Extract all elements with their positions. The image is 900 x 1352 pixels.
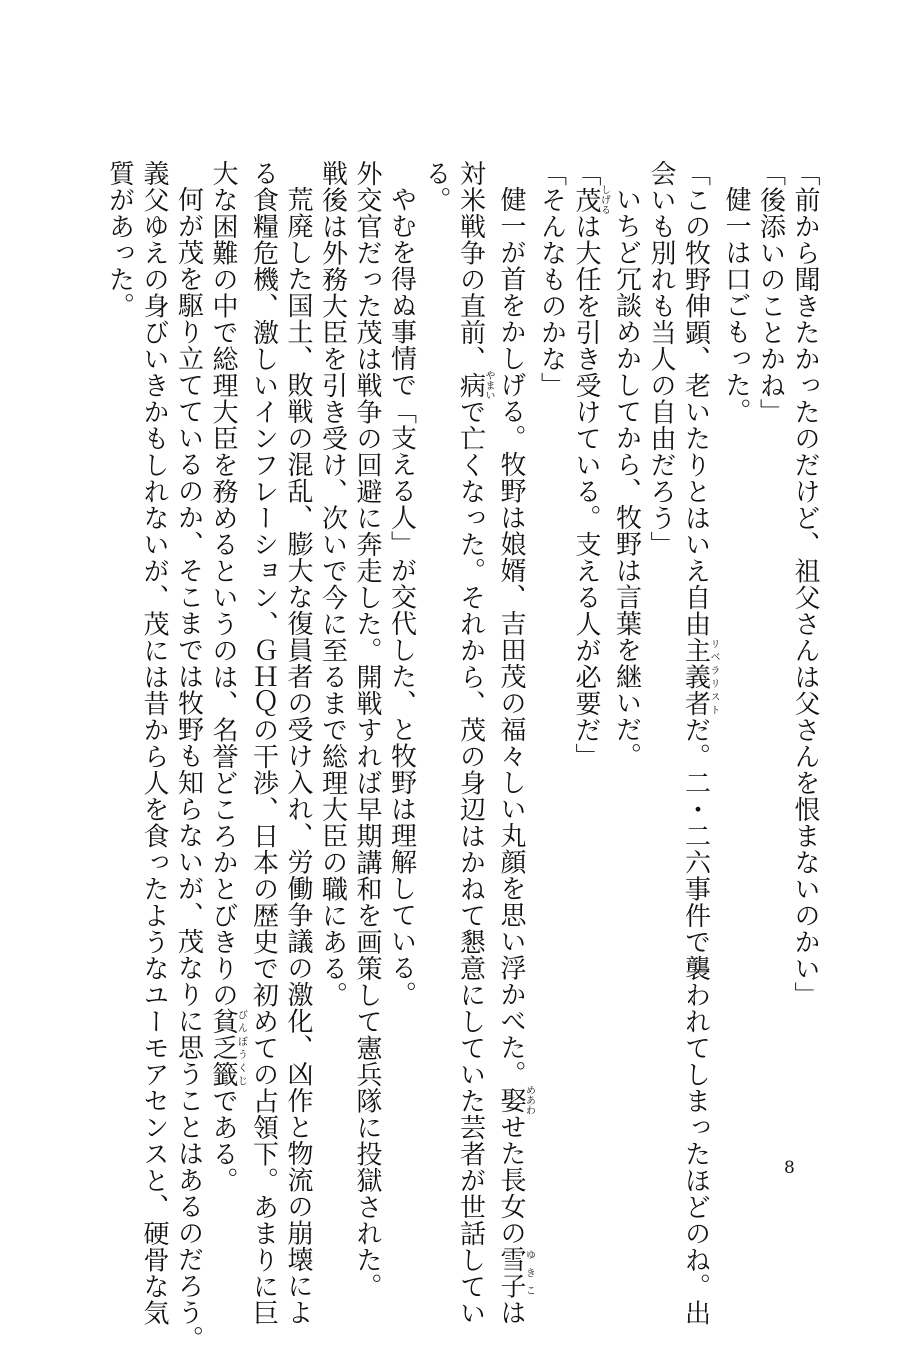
ruby-meawa: めあわ <box>523 1085 535 1116</box>
body-text <box>78 160 822 1352</box>
text-line: 荒廃した国土、敗戦の混乱、膨大な復員者の受け入れ、労働争議の激化、凶作と物流の崩壊によ <box>283 186 313 1326</box>
text-line: 「前から聞きたかったのだけど、祖父さんは父さんを恨まないのかい」 <box>790 160 820 1008</box>
text-line: 質があった。 <box>104 160 135 319</box>
text-line: 会いも別れも当人の自由だろう」 <box>646 160 676 558</box>
ruby-shigeru: しげる <box>598 184 610 215</box>
text-line: 「後添いのことかね」 <box>755 160 786 425</box>
text-line: 何が茂を駆り立てているのか、そこまでは牧野も知らないが、茂なりに思うことはあるのだろう。 <box>173 186 204 1352</box>
page-number: 8 <box>784 1158 795 1178</box>
ruby-yamai: やまい <box>483 370 494 401</box>
text-line: 「そんなものかな」 <box>536 160 567 399</box>
ruby-binbokuji: びんぼうくじ <box>235 1008 247 1088</box>
text-line: いちど冗談めかしてから、牧野は言葉を継いだ。 <box>611 186 642 769</box>
text-line: 「茂しげるは大任を引き受けている。支える人が必要だ」 <box>571 160 610 770</box>
text-line: 外交官だった茂は戦争の回避に奔走した。開戦すれば早期講和を画策して憲兵隊に投獄された。 <box>352 160 382 1300</box>
text-line: 「この牧野伸顕、老いたりとはいえ自由主義者リベラリストだ。二・二六事件で襲われてしまったほどのね。出 <box>680 160 719 1326</box>
text-line: 健一が首をかしげる。牧野は娘婿、吉田茂の福々しい丸顔を思い浮かべた。娶めあわせた長女の雪子ゆきこは <box>496 186 535 1326</box>
ruby-yukiko: ゆきこ <box>523 1246 535 1299</box>
text-line: 健一は口ごもった。 <box>721 186 751 425</box>
text-line: 義父ゆえの身びいきかもしれないが、茂には昔から人を食ったようなユーモアセンスと、硬骨な気 <box>139 160 169 1326</box>
text-line: 戦後は外務大臣を引き受け、次いで今に至るまで総理大臣の職にある。 <box>317 160 348 1008</box>
text-line: る。 <box>421 160 451 213</box>
text-line: 大な困難の中で総理大臣を務めるというのは、名誉どころかとびきりの貧乏籤びんぼうくじである。 <box>208 160 247 1194</box>
ruby-liberalist: リベラリスト <box>708 637 719 717</box>
text-line: やむを得ぬ事情で「支える人」が交代した、と牧野は理解している。 <box>386 186 417 1008</box>
text-line: 対米戦争の直前、病やまいで亡くなった。それから、茂の身辺はかねて懇意にしていた芸者が世話してい <box>455 160 494 1326</box>
text-line: る食糧危機、激しいインフレーション、ＧＨＱの干渉、日本の歴史で初めての占領下。あまりに巨 <box>248 160 279 1326</box>
